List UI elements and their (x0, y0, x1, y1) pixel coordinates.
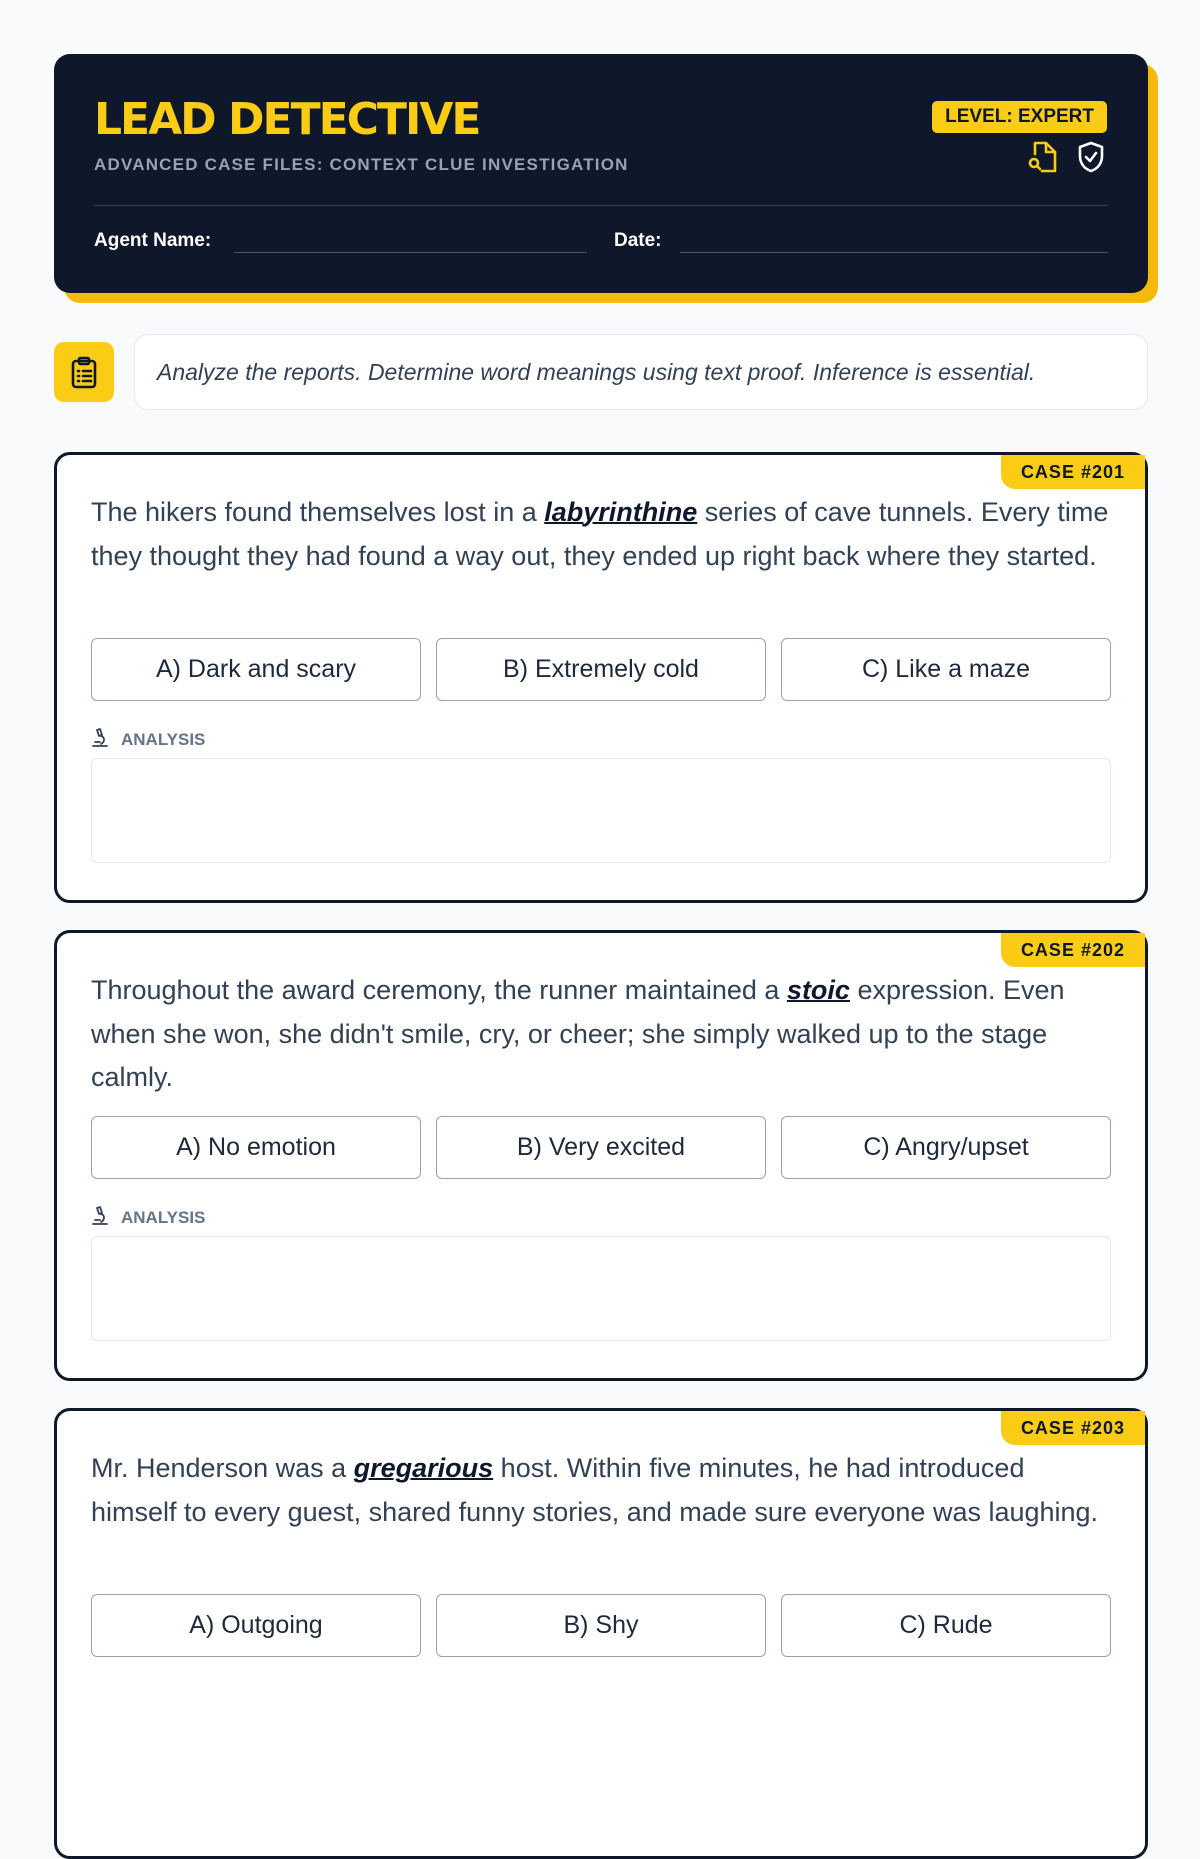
case-number-tab: CASE #203 (1001, 1411, 1145, 1445)
option-c-button[interactable]: C) Rude (781, 1594, 1111, 1657)
case-passage (91, 969, 1111, 1100)
analysis-header (91, 1205, 205, 1230)
option-b-button[interactable]: B) Shy (436, 1594, 766, 1657)
analysis-header (91, 727, 205, 752)
analysis-label: ANALYSIS (121, 729, 206, 749)
microscope-icon (91, 727, 109, 752)
agent-name-label: Agent Name: (94, 230, 212, 251)
option-b-button[interactable]: B) Very excited (436, 1116, 766, 1179)
option-a-button[interactable]: A) No emotion (91, 1116, 421, 1179)
passage-text: Throughout the award ceremony, the runner maintained a (91, 975, 787, 1005)
case-passage (91, 1447, 1111, 1534)
analysis-input[interactable] (91, 758, 1111, 863)
header-icons (1028, 140, 1106, 174)
file-search-icon (1028, 140, 1058, 174)
case-card (54, 1408, 1148, 1859)
worksheet-header (54, 54, 1148, 303)
option-a-button[interactable]: A) Outgoing (91, 1594, 421, 1657)
answer-options (91, 638, 1111, 701)
option-c-button[interactable]: C) Angry/upset (781, 1116, 1111, 1179)
page-title: LEAD DETECTIVE (94, 94, 480, 145)
microscope-icon (91, 1205, 109, 1230)
page-subtitle: ADVANCED CASE FILES: CONTEXT CLUE INVESTIGATION (94, 155, 629, 174)
vocab-word: stoic (786, 975, 850, 1005)
analysis-input[interactable] (91, 1236, 1111, 1341)
passage-text: host. Within five minutes, he had introduced himself to every guest, shared funny stories, and made sure everyone was laughing. (91, 1453, 1099, 1527)
vocab-word: gregarious (353, 1453, 494, 1483)
shield-check-icon (1076, 140, 1106, 174)
option-b-button[interactable]: B) Extremely cold (436, 638, 766, 701)
case-card (54, 930, 1148, 1381)
answer-options (91, 1116, 1111, 1179)
passage-text: expression. Even when she won, she didn't smile, cry, or cheer; she simply walked up to the stage calmly. (91, 975, 1065, 1092)
case-number-tab: CASE #201 (1001, 455, 1145, 489)
level-badge: LEVEL: EXPERT (932, 101, 1107, 133)
passage-text: Mr. Henderson was a (91, 1453, 354, 1483)
instructions-text: Analyze the reports. Determine word meanings using text proof. Inference is essential. (134, 334, 1148, 410)
answer-options (91, 1594, 1111, 1657)
vocab-word: labyrinthine (544, 497, 698, 527)
option-c-button[interactable]: C) Like a maze (781, 638, 1111, 701)
passage-text: The hikers found themselves lost in a (91, 497, 545, 527)
date-field[interactable] (680, 252, 1108, 253)
option-a-button[interactable]: A) Dark and scary (91, 638, 421, 701)
clipboard-list-icon (54, 342, 114, 402)
header-divider (94, 205, 1108, 206)
header-panel (54, 54, 1148, 293)
passage-text: series of cave tunnels. Every time they thought they had found a way out, they ended up right back where they started. (91, 497, 1109, 571)
agent-name-field[interactable] (234, 252, 587, 253)
date-label: Date: (614, 230, 662, 251)
case-passage (91, 491, 1111, 578)
analysis-label: ANALYSIS (121, 1207, 206, 1227)
case-number-tab: CASE #202 (1001, 933, 1145, 967)
case-card (54, 452, 1148, 903)
